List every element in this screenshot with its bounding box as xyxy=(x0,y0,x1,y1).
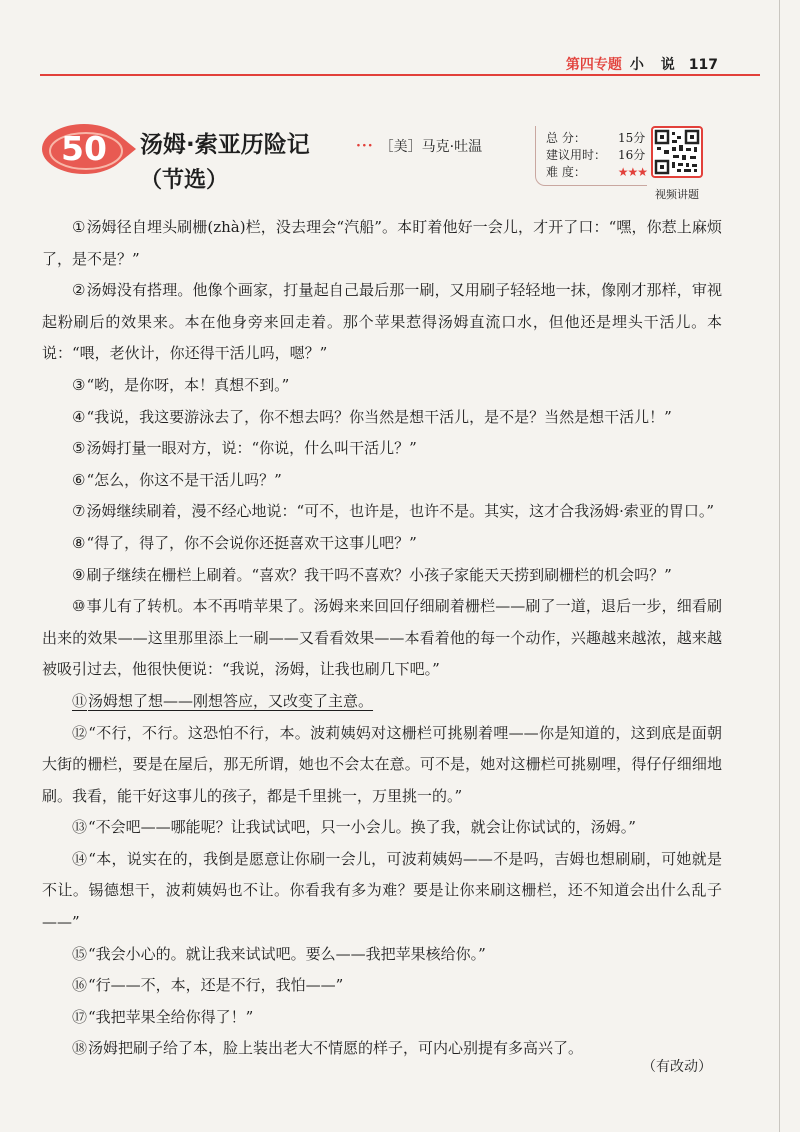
page-number: 117 xyxy=(688,57,718,73)
paragraph xyxy=(42,970,722,1002)
paragraph xyxy=(42,1033,722,1065)
paragraph-number: ④ xyxy=(72,407,86,426)
paragraph-text: 汤姆把刷子给了本，脸上装出老大不情愿的样子，可内心别提有多高兴了。 xyxy=(88,1039,584,1058)
paragraph xyxy=(42,370,722,402)
paragraph xyxy=(42,275,722,370)
paragraph xyxy=(42,718,722,813)
qr-code-icon[interactable] xyxy=(651,126,703,178)
paragraph xyxy=(42,402,722,434)
paragraph-text: “不会吧——哪能呢？让我试试吧，只一小会儿。换了我，就会让你试试的，汤姆。” xyxy=(88,818,636,837)
paragraph-text: “本，说实在的，我倒是愿意让你刷一会儿，可波莉姨妈——不是吗，吉姆也想刷刷，可她就是不让。锡德想干，波莉姨妈也不让。你看我有多为难？要是让你来刷这栅栏，还不知道会出什么乱子——” xyxy=(42,849,722,932)
paragraph-text: “我说，我这要游泳去了，你不想去吗？你当然是想干活儿，是不是？当然是想干活儿！” xyxy=(86,407,672,426)
paragraph-number: ⑭ xyxy=(72,849,88,868)
paragraph-text: 汤姆打量一眼对方，说：“你说，什么叫干活儿？” xyxy=(86,439,417,458)
info-time-row xyxy=(546,147,647,164)
paragraph-text: 汤姆想了想——刚想答应，又改变了主意。 xyxy=(88,691,374,710)
paragraph-text: “哟，是你呀，本！真想不到。” xyxy=(86,375,290,394)
paragraph-text: 汤姆径自埋头刷栅(zhà)栏，没去理会“汽船”。本盯着他好一会儿，才开了口：“嘿，你惹上麻烦了，是不是？” xyxy=(42,218,722,268)
difficulty-label: 难 度： xyxy=(546,165,586,179)
edited-note: （有改动） xyxy=(642,1059,712,1075)
paragraph-number: ⑨ xyxy=(72,565,86,584)
video-explanation-label: 视频讲题 xyxy=(655,188,699,201)
genre-label: 小 说 xyxy=(629,57,681,73)
article-subtitle: （节选） xyxy=(140,168,229,193)
paragraph-number: ⑪ xyxy=(72,691,88,710)
paragraph-text: “得了，得了，你不会说你还挺喜欢干这事儿吧？” xyxy=(86,533,417,552)
paragraph xyxy=(42,560,722,592)
author-line xyxy=(356,136,482,156)
paragraph-number: ⑱ xyxy=(72,1039,88,1058)
paragraph-number: ② xyxy=(72,281,86,300)
paragraph xyxy=(42,1002,722,1034)
exercise-info-box xyxy=(535,126,647,186)
author-name: ［美］马克·吐温 xyxy=(379,139,483,155)
time-value: 16分 xyxy=(618,148,646,162)
article-number-badge xyxy=(40,122,136,178)
article-number: 50 xyxy=(61,128,107,168)
paragraph xyxy=(42,496,722,528)
total-label: 总 分： xyxy=(546,131,586,145)
paragraph-text: “怎么，你这不是干活儿吗？” xyxy=(86,470,282,489)
page-spine-line xyxy=(779,0,780,1132)
paragraph-number: ⑥ xyxy=(72,470,86,489)
paragraph-text: 事儿有了转机。本不再啃苹果了。汤姆来来回回仔细刷着栅栏——刷了一道，退后一步，细看刷出来的效果——这里那里添上一刷——又看看效果——本看着他的每一个动作，兴趣越来越浓，越来越被吸引过去，他很快便说：“我说，汤姆，让我也刷几下吧。” xyxy=(42,597,722,679)
paragraph-text: 刷子继续在栅栏上刷着。“喜欢？我干吗不喜欢？小孩子家能天天捞到刷栅栏的机会吗？” xyxy=(86,565,672,584)
paragraph xyxy=(42,591,722,686)
paragraph-text: “我把苹果全给你得了！” xyxy=(88,1007,254,1026)
paragraph-number: ⑤ xyxy=(72,439,86,458)
paragraph-number: ⑦ xyxy=(72,502,86,521)
paragraph-text: 汤姆继续刷着，漫不经心地说：“可不，也许是，也许不是。其实，这才合我汤姆·索亚的胃口。” xyxy=(86,502,715,521)
article-title: 汤姆·索亚历险记 xyxy=(140,132,310,158)
paragraph-number: ⑩ xyxy=(72,597,86,616)
paragraph xyxy=(42,812,722,844)
paragraph xyxy=(42,686,722,718)
paragraph-number: ③ xyxy=(72,375,86,394)
difficulty-stars: ★★★ xyxy=(617,165,647,179)
paragraph-number: ⑰ xyxy=(72,1007,88,1026)
paragraph xyxy=(42,465,722,497)
paragraph xyxy=(42,528,722,560)
running-head xyxy=(566,54,718,74)
paragraph-number: ⑮ xyxy=(72,944,88,963)
paragraph xyxy=(42,433,722,465)
paragraph-number: ⑧ xyxy=(72,533,86,552)
section-label: 第四专题 xyxy=(565,57,622,73)
article-body xyxy=(42,212,722,1065)
paragraph-number: ⑫ xyxy=(72,723,88,742)
total-value: 15分 xyxy=(618,131,646,145)
author-dots: ··· xyxy=(356,138,374,154)
time-label: 建议用时： xyxy=(546,148,607,162)
paragraph-text: “不行，不行。这恐怕不行，本。波莉姨妈对这栅栏可挑剔着哩——你是知道的，这到底是面朝大街的栅栏，要是在屋后，那无所谓，她也不会太在意。可不是，她对这栅栏可挑剔哩，得仔仔细细地刷。我看，能干好这事儿的孩子，都是千里挑一，万里挑一的。” xyxy=(42,723,722,805)
qr-pattern-icon xyxy=(653,128,701,176)
paragraph-text: “行——不，本，还是不行，我怕——” xyxy=(88,976,344,995)
info-difficulty-row xyxy=(546,164,647,181)
paragraph-number: ① xyxy=(72,218,86,236)
info-total-row xyxy=(546,130,647,147)
paragraph xyxy=(42,212,722,275)
header-rule xyxy=(40,74,760,76)
paragraph xyxy=(42,939,722,971)
paragraph-text: “我会小心的。就让我来试试吧。要么——我把苹果核给你。” xyxy=(88,944,486,963)
paragraph-number: ⑬ xyxy=(72,818,88,837)
paragraph-text: 汤姆没有搭理。他像个画家，打量起自己最后那一刷，又用刷子轻轻地一抹，像刚才那样，审视起粉刷后的效果来。本在他身旁来回走着。那个苹果惹得汤姆直流口水，但他还是埋头干活儿。本说：“喂，老伙计，你还得干活儿吗，嗯？” xyxy=(42,281,722,363)
paragraph xyxy=(42,844,722,939)
paragraph-number: ⑯ xyxy=(72,976,88,995)
